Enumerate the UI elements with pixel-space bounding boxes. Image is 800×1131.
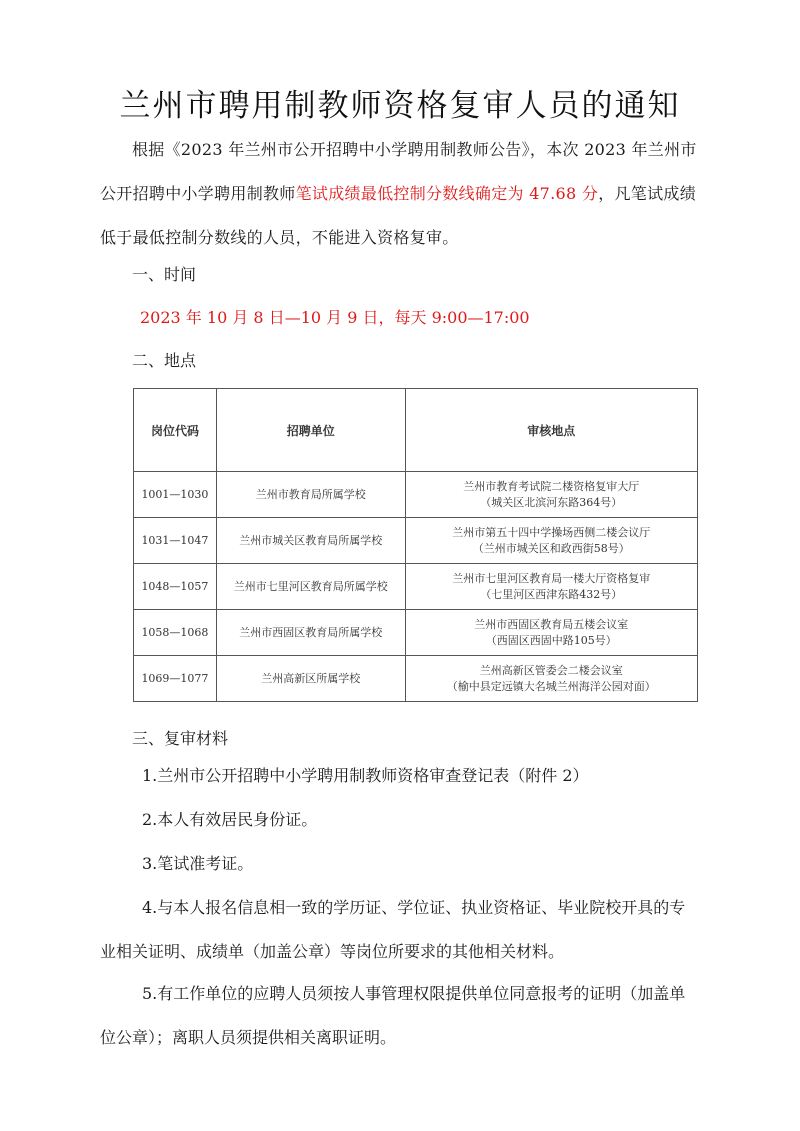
review-location-cell [405,656,697,702]
recruiting-unit-cell: 兰州市西固区教育局所属学校 [216,610,405,656]
intro-paragraph [100,128,700,260]
location-name: 兰州市第五十四中学操场西侧二楼会议厅 [452,525,651,539]
review-location-cell [405,610,697,656]
location-address: （七里河区西津东路432号） [480,587,623,601]
location-address: （榆中县定远镇大名城兰州海洋公园对面） [446,679,656,693]
page-title: 兰州市聘用制教师资格复审人员的通知 [119,88,681,124]
location-name: 兰州市教育考试院二楼资格复审大厅 [463,479,640,493]
location-address: （兰州市城关区和政西街58号） [472,541,630,555]
recruiting-unit-cell: 兰州市七里河区教育局所属学校 [216,564,405,610]
table-row [134,472,698,518]
location-name: 兰州市西固区教育局五楼会议室 [474,617,629,631]
material-item-5: 5.有工作单位的应聘人员须按人事管理权限提供单位同意报考的证明（加盖单位公章）；离职人员须提供相关离职证明。 [100,984,686,1047]
recruiting-unit-cell: 兰州高新区所属学校 [216,656,405,702]
material-item-4: 4.与本人报名信息相一致的学历证、学位证、执业资格证、毕业院校开具的专业相关证明、成绩单（加盖公章）等岗位所要求的其他相关材料。 [100,898,686,961]
location-address: （西固区西固中路105号） [485,633,617,647]
table-row [134,518,698,564]
table-header-row [134,389,698,472]
location-address: （城关区北滨河东路364号） [480,495,623,509]
header-recruiting-unit: 招聘单位 [216,389,405,472]
review-location-cell [405,564,697,610]
review-location-cell [405,472,697,518]
position-code-cell: 1058—1068 [134,610,217,656]
section-time-heading: 一、时间 [132,265,197,284]
table-row [134,656,698,702]
table-row [134,610,698,656]
section-place-heading: 二、地点 [132,351,197,370]
section-materials-heading: 三、复审材料 [132,729,229,748]
location-name: 兰州高新区管委会二楼会议室 [479,663,623,677]
position-code-cell: 1069—1077 [134,656,217,702]
review-time-text: 2023 年 10 月 8 日—10 月 9 日，每天 9:00—17:00 [140,308,530,327]
position-code-cell: 1031—1047 [134,518,217,564]
review-locations-table [133,388,698,702]
intro-text-part1: 根据《2023 年兰州市公开招聘中小学聘用制教师公告》，本次 2023 年兰州市公开招聘中小学聘用制教师 [100,140,697,203]
header-review-location: 审核地点 [405,389,697,472]
material-item-1: 1.兰州市公开招聘中小学聘用制教师资格审查登记表（附件 2） [142,766,589,785]
position-code-cell: 1001—1030 [134,472,217,518]
table-row [134,564,698,610]
review-location-cell [405,518,697,564]
location-name: 兰州市七里河区教育局一楼大厅资格复审 [452,571,651,585]
cutoff-score-highlight: 笔试成绩最低控制分数线确定为 47.68 分 [295,184,599,203]
material-item-3: 3.笔试准考证。 [142,854,254,873]
position-code-cell: 1048—1057 [134,564,217,610]
header-position-code: 岗位代码 [134,389,217,472]
material-item-2: 2.本人有效居民身份证。 [142,810,318,829]
intro-text-part2: ，凡笔试成绩低于最低控制分数线的人员，不能进入资格复审。 [100,184,696,247]
recruiting-unit-cell: 兰州市教育局所属学校 [216,472,405,518]
recruiting-unit-cell: 兰州市城关区教育局所属学校 [216,518,405,564]
